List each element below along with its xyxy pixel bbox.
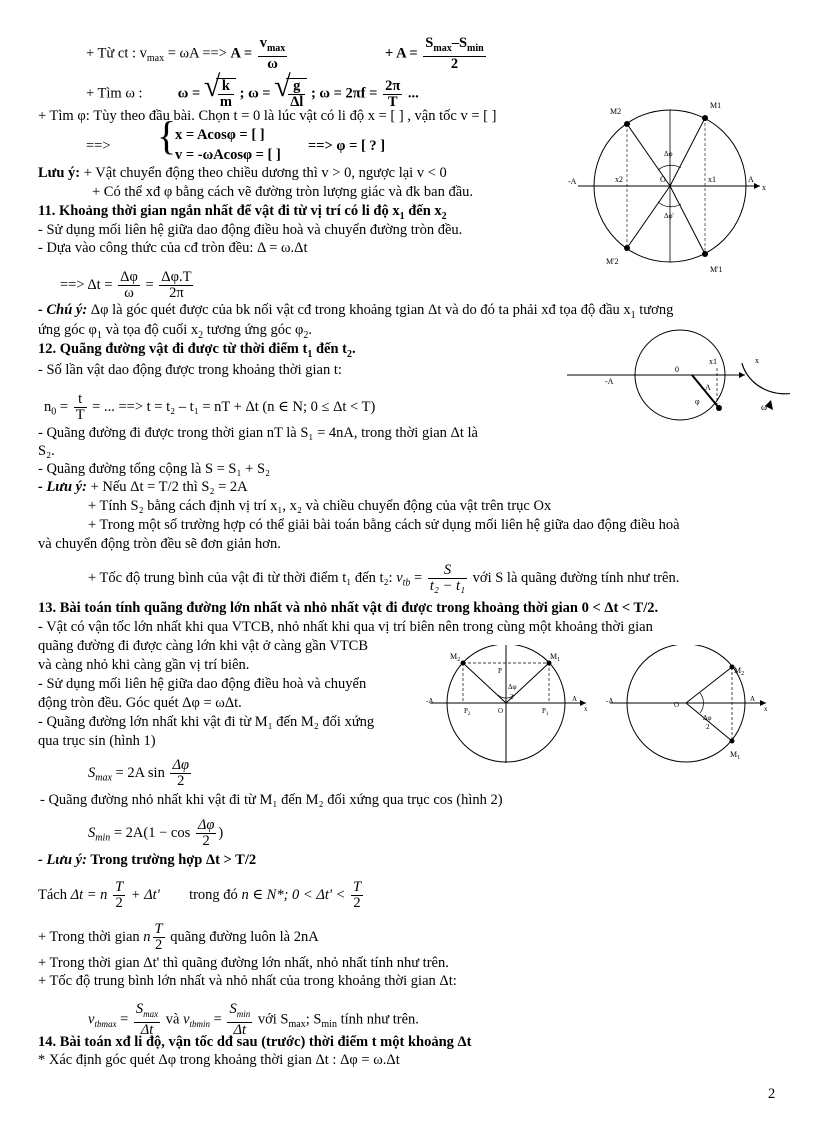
- label-omega: ω: [761, 402, 767, 412]
- label-A: A: [748, 175, 754, 184]
- label-x1: x1: [708, 175, 716, 184]
- s12-line-4: - Quãng đường tổng cộng là S = S₁ + S₂: [38, 461, 271, 477]
- s12-line-3: - Quãng đường đi được trong thời gian nT là S₁ = 4nA, trong thời gian Δt là: [38, 425, 478, 441]
- radius-M1p: [670, 186, 705, 254]
- s13-line-5: động tròn đều. Góc quét Δφ = ωΔt.: [38, 695, 242, 711]
- s13-vtb-formula: $v_{tbmax}$ = $\frac{S_{max}}{\Delta t}$ và $v_{tbmin}$ = $\frac{S_{min}}{\Delta t}$ với $S_{max}$; $S_{min}$ tính như trên.: [88, 1001, 419, 1038]
- radius-M1: [686, 703, 732, 741]
- label-A: A: [705, 383, 711, 392]
- s11-line-1: - Sử dụng mối liên hệ giữa dao động điều hoà và chuyển đường tròn đều.: [38, 222, 463, 238]
- label-M1: M1: [710, 101, 722, 110]
- s12-line-9: + Tốc độ trung bình của vật đi từ thời điểm t₁ đến t₂: $v_{tb}$ = $\frac{S}{\text{t₂ − t₁}}$ với S là quãng đường tính như trên.: [88, 562, 680, 594]
- point: [716, 405, 722, 411]
- formula-line-A2: + A = $\frac{S_{max}-S_{min}}{2}$: [385, 35, 484, 72]
- label-x: x: [584, 705, 588, 713]
- formula-omega: + Tìm ω : ω = √ $\frac{k}{m}$ ; ω = √ $\frac{g}{\Delta l}$ ; ω = 2πf = $\frac{2\pi}{T}$ ...: [86, 78, 419, 110]
- section-11-title: 11. Khoảng thời gian ngắn nhất để vật đi từ vị trí có li độ $x_1$ đến $x_2$: [38, 203, 447, 222]
- find-phi-line: + Tìm φ: Tùy theo đầu bài. Chọn t = 0 là lúc vật có li độ x = [ ] , vận tốc v = [ ]: [38, 108, 497, 124]
- point-M1: [702, 115, 708, 121]
- s13-tach: Tách Δt = n $\frac{T}{2}$ + Δt' trong đó n ∈ N*; 0 < Δt' < $\frac{T}{2}$: [38, 879, 362, 911]
- rotation-arrow-arc: [742, 354, 790, 401]
- s13-line-1: - Vật có vận tốc lớn nhất khi qua VTCB, nhỏ nhất khi qua vị trí biên nên trong cùng một khoảng thời gian: [38, 619, 653, 635]
- system-result: ==> φ = [ ? ]: [308, 138, 386, 154]
- x-axis-arrow: [739, 372, 745, 378]
- s13-line-2: quãng đường đi được càng lớn khi vật ở càng gần VTCB: [38, 638, 369, 654]
- label-M1p: M'1: [710, 265, 723, 274]
- s13-luu-y: - Lưu ý: Trong trường hợp Δt > T/2: [38, 852, 257, 868]
- s12-line-6: + Tính S₂ bằng cách định vị trí x₁, x₂ và chiều chuyển động của vật trên trục Ox: [88, 498, 552, 514]
- label-O: O: [498, 707, 504, 715]
- s12-line-3b: S₂.: [38, 443, 55, 459]
- label-M2: $M_2$: [734, 666, 745, 677]
- s11-chu-y-2: ứng góc $\varphi_1$ và tọa độ cuối $x_2$ tương ứng góc $\varphi_2$.: [38, 322, 313, 341]
- point-M1: [730, 739, 735, 744]
- s13-line-8: - Quãng đường nhỏ nhất khi vật đi từ M₁ đến M₂ đối xứng qua trục cos (hình 2): [40, 792, 503, 808]
- circle-diagram-hinh-1: [426, 645, 592, 765]
- s13-line-3: và càng nhỏ khi càng gần vị trí biên.: [38, 657, 250, 673]
- s13-line-4: - Sử dụng mối liên hệ giữa dao động điều hoà và chuyển: [38, 676, 367, 692]
- circle-diagram-1: [560, 98, 770, 283]
- label-M2: $M_2$: [450, 652, 461, 663]
- label-M2p: M'2: [606, 257, 619, 266]
- label-x: x: [755, 356, 759, 365]
- label-P: P: [498, 667, 502, 675]
- label-dphi-prime: Δφ': [664, 212, 674, 220]
- label-O: O: [674, 701, 680, 709]
- label-two: 2: [510, 693, 514, 701]
- radius-M2: [686, 667, 732, 703]
- s12-line-7: + Trong một số trường hợp có thể giải bài toán bằng cách sử dụng mối liên hệ giữa dao động điều hoà: [88, 517, 680, 533]
- label-dphi: Δφ: [508, 683, 517, 691]
- circle-diagram-2: [565, 328, 790, 436]
- fraction-vmax-omega: $\frac{v_{max}}{\omega}$: [259, 35, 286, 72]
- radius-M1: [670, 118, 705, 186]
- system-eq-1: x = Acosφ = [ ]: [175, 127, 265, 143]
- s13-smax-formula: $S_{max} = 2A$ sin $\frac{\Delta\varphi}{2}$: [88, 757, 189, 789]
- label-minusA: -A: [568, 177, 577, 186]
- label-minusA: -A: [605, 377, 614, 386]
- s13-smin-formula: $S_{min} = 2A(1 - \cos$ $\frac{\Delta\varphi}{2}$ ): [88, 817, 224, 849]
- page-number: 2: [768, 1086, 776, 1102]
- label-minusA: -A: [426, 697, 434, 705]
- point-M2p: [624, 245, 630, 251]
- label-M2: M2: [610, 107, 622, 116]
- s14-line-1: * Xác định góc quét Δφ trong khoảng thời gian Δt : Δφ = ω.Δt: [38, 1052, 400, 1068]
- label-dphi: Δφ: [664, 150, 673, 158]
- s11-line-2: - Dựa vào công thức của cđ tròn đều: Δ = ω.Δt: [38, 240, 308, 256]
- label-phi: φ: [695, 397, 700, 406]
- label-dphi: Δφ: [703, 714, 712, 722]
- s13-line-7: qua trục sin (hình 1): [38, 733, 156, 749]
- s13-line-9: + Trong thời gian n $\frac{T}{2}$ quãng đường luôn là 2nA: [38, 921, 319, 953]
- label-A: A: [750, 695, 756, 703]
- label-x: x: [762, 183, 766, 192]
- point-M2: [624, 121, 630, 127]
- s12-n0-formula: $n_0$ = $\frac{t}{T}$ = ... ==> t = t₂ – t₁ = nT + Δt (n ∈ N; 0 ≤ Δt < T): [44, 391, 376, 423]
- arc-dphi-prime: [658, 202, 681, 207]
- section-12-title: 12. Quãng đường vật đi được từ thời điểm $t_1$ đến $t_2$.: [38, 341, 356, 360]
- label-P1: $P_1$: [542, 707, 549, 717]
- s12-line-8: và chuyển động tròn đều sẽ đơn giản hơn.: [38, 536, 281, 552]
- section-13-title: 13. Bài toán tính quãng đường lớn nhất và nhỏ nhất vật đi được trong khoảng thời gian 0 < Δt < T/2.: [38, 600, 659, 616]
- s12-line-1: - Số lần vật dao động được trong khoảng thời gian t:: [38, 362, 342, 378]
- s11-formula: ==> Δt = $\frac{\Delta\varphi}{\omega}$ = $\frac{\Delta\varphi.T}{2\pi}$: [60, 269, 192, 301]
- label-x2: x2: [615, 175, 623, 184]
- label-minusA: -A: [606, 697, 614, 705]
- label-x1: x1: [709, 357, 717, 366]
- system-eq-2: v = -ωAcosφ = [ ]: [175, 147, 281, 163]
- label-M1: $M_1$: [550, 652, 561, 663]
- label-P2: $P_2$: [464, 707, 471, 717]
- note-line-1: Lưu ý: + Vật chuyển động theo chiều dương thì v > 0, ngược lại v < 0: [38, 165, 447, 181]
- point-M1: [547, 661, 552, 666]
- s13-line-11: + Tốc độ trung bình lớn nhất và nhỏ nhất của trong khoảng thời gian Δt:: [38, 973, 457, 989]
- note-line-2: + Có thể xđ φ bằng cách vẽ đường tròn lượng giác và đk ban đầu.: [92, 184, 474, 200]
- arc-dphi: [658, 165, 681, 170]
- s11-chu-y: - Chú ý: Δφ là góc quét được của bk nối vật cđ trong khoảng tgian Δt và do đó ta phải xđ tọa độ đầu $x_1$ tương: [38, 302, 674, 321]
- section-14-title: 14. Bài toán xđ li độ, vận tốc dđ sau (trước) thời điểm t một khoảng Δt: [38, 1034, 472, 1050]
- s13-line-6: - Quãng đường lớn nhất khi vật đi từ M₁ đến M₂ đối xứng: [38, 714, 375, 730]
- label-x: x: [764, 705, 768, 713]
- label-O: O: [660, 175, 666, 184]
- arrow-text: ==>: [86, 138, 111, 154]
- brace-glyph: {: [157, 113, 177, 158]
- label-A: A: [572, 695, 578, 703]
- circle-diagram-hinh-2: [606, 645, 772, 765]
- label-zero: 0: [675, 365, 679, 374]
- s13-line-10: + Trong thời gian Δt' thì quãng đường lớn nhất, nhỏ nhất tính như trên.: [38, 955, 449, 971]
- point-M2: [461, 661, 466, 666]
- label-M1: $M_1$: [730, 750, 741, 761]
- s12-line-5: - Lưu ý: + Nếu Δt = T/2 thì S₂ = 2A: [38, 479, 248, 495]
- x-axis-arrow: [754, 183, 760, 189]
- formula-line-A: + Từ ct : $v_{max} = \omega A$ ==> A = $\frac{v_{max}}{\omega}$: [86, 35, 286, 72]
- point-M1p: [702, 251, 708, 257]
- label-two: 2: [706, 723, 710, 731]
